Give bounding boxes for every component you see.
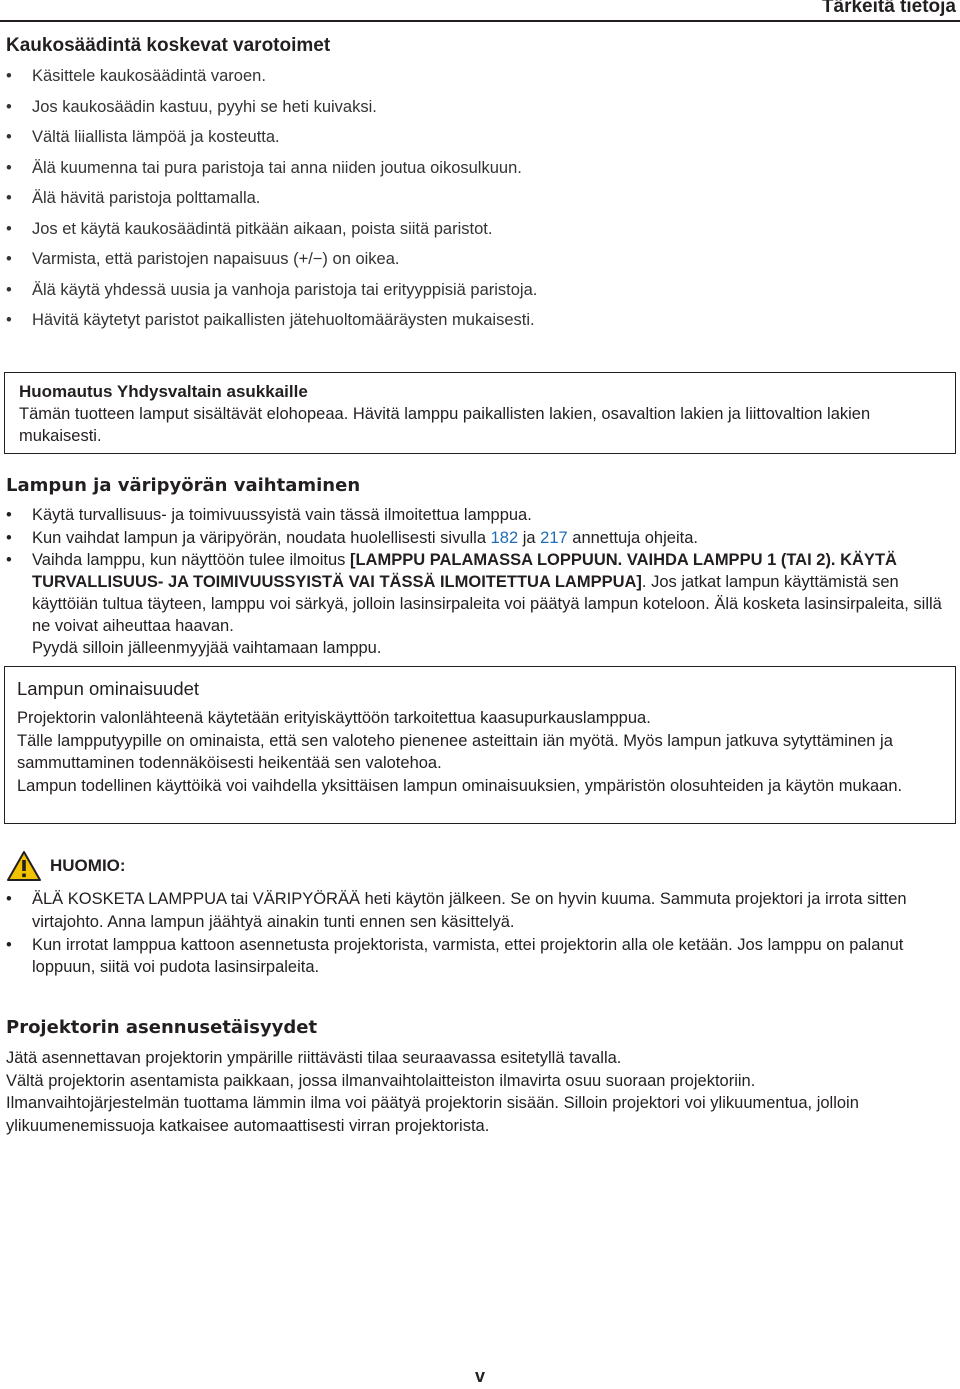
warning-icon bbox=[6, 850, 42, 882]
page-link-182[interactable]: 182 bbox=[490, 528, 519, 547]
list-item bbox=[6, 549, 956, 659]
lamp-replacement-section bbox=[6, 474, 956, 659]
page-link-217[interactable]: 217 bbox=[540, 528, 568, 547]
lamp-warning-message: [LAMPPU PALAMASSA LOPPUUN. VAIHDA LAMPPU 1 (TAI 2). KÄYTÄ TURVALLISUUS- JA TOIMIVUUSSYISTÄ VAI TÄSSÄ ILMOITETTUA LAMPPUA] bbox=[32, 551, 897, 591]
list-item: • Älä käytä yhdessä uusia ja vanhoja paristoja tai erityyppisiä paristoja. bbox=[6, 275, 956, 306]
list-item bbox=[6, 527, 956, 549]
caution-heading bbox=[6, 850, 956, 882]
list-item: • Vältä liiallista lämpöä ja kosteutta. bbox=[6, 122, 956, 153]
lamp-properties-p1: Projektorin valonlähteenä käytetään erityiskäyttöön tarkoitettua kaasupurkauslamppua. bbox=[17, 709, 651, 727]
item-text: ja bbox=[518, 528, 541, 547]
remote-precautions-title: Kaukosäädintä koskevat varotoimet bbox=[6, 35, 331, 56]
remote-precautions-section bbox=[6, 34, 956, 336]
list-item: • Hävitä käytetyt paristot paikallisten jätehuoltomääräysten mukaisesti. bbox=[6, 305, 956, 336]
list-item: • Varmista, että paristojen napaisuus (+/−) on oikea. bbox=[6, 244, 956, 275]
running-head: Tärkeitä tietoja bbox=[816, 0, 956, 18]
list-item: • Älä kuumenna tai pura paristoja tai anna niiden joutua oikosulkuun. bbox=[6, 153, 956, 184]
installation-section bbox=[6, 1016, 956, 1137]
lamp-properties-box bbox=[4, 666, 956, 824]
caution-list bbox=[6, 888, 956, 979]
list-item: • Älä hävitä paristoja polttamalla. bbox=[6, 183, 956, 214]
page-number: v bbox=[474, 1366, 485, 1386]
installation-title: Projektorin asennusetäisyydet bbox=[6, 1017, 318, 1038]
installation-p2: Vältä projektorin asentamista paikkaan, jossa ilmanvaihtolaitteiston ilmavirta osuu suoraan projektoriin. bbox=[6, 1071, 756, 1090]
us-notice-box bbox=[4, 372, 956, 454]
list-item: • Käsittele kaukosäädintä varoen. bbox=[6, 61, 956, 92]
list-item: • Käytä turvallisuus- ja toimivuussyistä vain tässä ilmoitettua lamppua. bbox=[6, 504, 956, 526]
lamp-properties-title: Lampun ominaisuudet bbox=[17, 678, 200, 699]
caution-title: HUOMIO: bbox=[50, 856, 126, 875]
us-notice-title: Huomautus Yhdysvaltain asukkaille bbox=[19, 382, 308, 401]
remote-precautions-list bbox=[6, 61, 956, 336]
item-text: annettuja ohjeita. bbox=[567, 528, 698, 547]
caution-section bbox=[6, 850, 956, 979]
lamp-replacement-title: Lampun ja väripyörän vaihtaminen bbox=[6, 475, 361, 496]
item-text: . Jos jatkat lampun käyttämistä sen käyttöiän tultua täyteen, lamppu voi särkyä, jolloin lasinsirpaleita voi päätyä lampun koteloon. Älä kosketa lasinsirpaleita, sillä ne voivat aiheuttaa haavan. bbox=[32, 573, 942, 635]
us-notice-text: Tämän tuotteen lamput sisältävät elohopeaa. Hävitä lamppu paikallisten lakien, osavaltion lakien ja liittovaltion lakien mukaisesti. bbox=[19, 405, 871, 445]
lamp-properties-p3: Lampun todellinen käyttöikä voi vaihdella yksittäisen lampun ominaisuuksien, ympäristön olosuhteiden ja käytön mukaan. bbox=[17, 776, 903, 795]
installation-p3: Ilmanvaihtojärjestelmän tuottama lämmin ilma voi päätyä projektorin sisään. Silloin projektori voi ylikuumentua, jolloin ylikuumenemissuoja katkaisee automaattisesti virran projektorista. bbox=[6, 1094, 859, 1135]
item-text: Pyydä silloin jälleenmyyjää vaihtamaan lamppu. bbox=[32, 639, 382, 657]
list-item: • ÄLÄ KOSKETA LAMPPUA tai VÄRIPYÖRÄÄ heti käytön jälkeen. Se on hyvin kuuma. Sammuta projektori ja irrota sitten virtajohto. Anna lampun jäähtyä ainakin tunti ennen sen käsittelyä. bbox=[6, 888, 956, 933]
installation-p1: Jätä asennettavan projektorin ympärille riittävästi tilaa seuraavassa esitetyllä tavalla. bbox=[6, 1049, 622, 1067]
lamp-replacement-list bbox=[6, 504, 956, 659]
item-text: Kun vaihdat lampun ja väripyörän, noudata huolellisesti sivulla bbox=[32, 528, 491, 547]
list-item: • Kun irrotat lamppua kattoon asennetusta projektorista, varmista, ettei projektorin alla ole ketään. Jos lamppu on palanut loppuun, siitä voi pudota lasinsirpaleita. bbox=[6, 934, 956, 979]
lamp-properties-p2: Tälle lampputyypille on ominaista, että sen valoteho pienenee asteittain iän myötä. Myös lampun jatkuva sytyttäminen ja sammuttaminen todennäköisesti heikentää sen valotehoa. bbox=[17, 731, 893, 772]
list-item: • Jos kaukosäädin kastuu, pyyhi se heti kuivaksi. bbox=[6, 92, 956, 123]
list-item: • Jos et käytä kaukosäädintä pitkään aikaan, poista siitä paristot. bbox=[6, 214, 956, 245]
header-rule bbox=[0, 20, 960, 22]
item-text: Vaihda lamppu, kun näyttöön tulee ilmoitus bbox=[32, 551, 350, 569]
